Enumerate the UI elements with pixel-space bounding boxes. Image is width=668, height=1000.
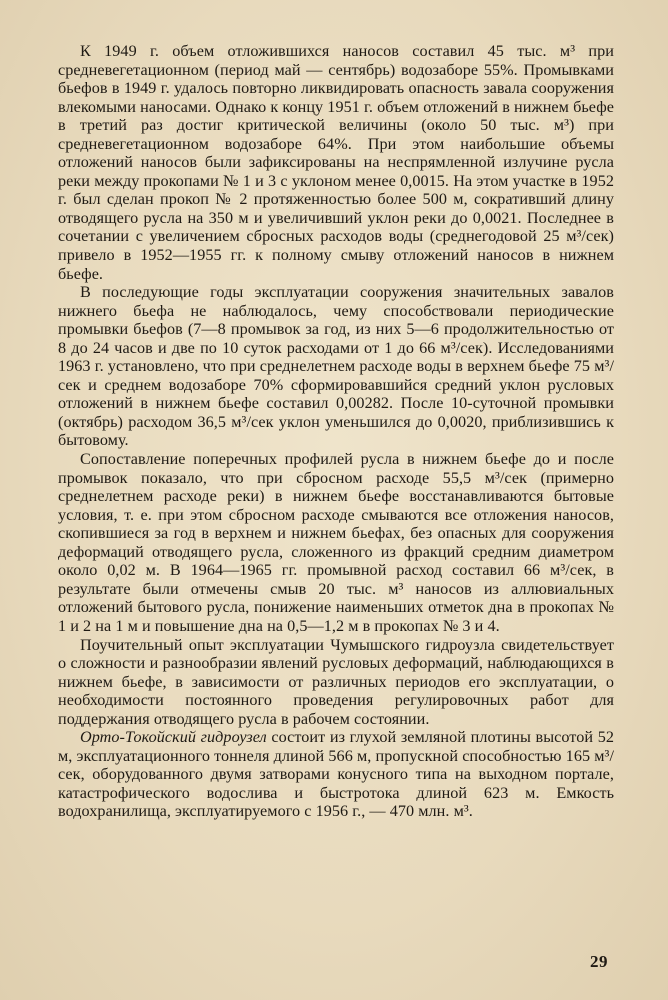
page-number: 29 <box>590 952 608 971</box>
body-text <box>58 42 614 821</box>
paragraph-2: В последующие годы эксплуатации сооружения значительных завалов нижнего бьефа не наблюдалось, чему способствовали периодические промывки бьефов (7—8 промывок за год, из них 5—6 продолжительностью от 8 до 24 часов и две по 10 суток расходами от 1 до 66 м³/сек). Исследованиями 1963 г. установлено, что при среднелетнем расходе воды в верхнем бьефе 75 м³/сек и среднем водозаборе 70% сформировавшийся средний уклон русловых отложений в нижнем бьефе составил 0,00282. После 10-суточной промывки (октябрь) расходом 36,5 м³/сек уклон уменьшился до 0,0020, приблизившись к бытовому. <box>58 283 614 450</box>
paragraph-4: Поучительный опыт эксплуатации Чумышского гидроузла свидетельствует о сложности и разнообразии явлений русловых деформаций, наблюдающихся в нижнем бьефе, в зависимости от различных периодов его эксплуатации, о необходимости постоянного проведения регулировочных работ для поддержания отводящего русла в рабочем состоянии. <box>58 635 614 728</box>
paragraph-5 <box>58 728 614 821</box>
section-lead-term: Орто-Токойский гидроузел <box>80 728 267 747</box>
paragraph-1: К 1949 г. объем отложившихся наносов составил 45 тыс. м³ при средневегетационном (период май — сентябрь) водозаборе 55%. Промывками бьефов в 1949 г. удалось повторно ликвидировать опасность завала сооружения влекомыми наносами. Однако к концу 1951 г. объем отложений в нижнем бьефе в третий раз достиг критической величины (около 50 тыс. м³) при средневегетационном водозаборе 64%. При этом наибольшие объемы отложений наносов были зафиксированы на неспрямленной излучине русла реки между прокопами № 1 и 3 с уклоном менее 0,0015. На этом участке в 1952 г. был сделан прокоп № 2 протяженностью более 500 м, сокративший длину отводящего русла на 350 м и увеличивший уклон реки до 0,0021. Последнее в сочетании с увеличением сбросных расходов воды (среднегодовой 25 м³/сек) привело в 1952—1955 гг. к полному смыву отложений наносов в нижнем бьефе. <box>58 42 614 283</box>
paragraph-5-text: состоит из глухой земляной плотины высотой 52 м, эксплуатационного тоннеля длиной 566 м, пропускной способностью 165 м³/сек, оборудованного двумя затворами конусного типа на выходном портале, катастрофического водослива и быстротока длиной 623 м. Емкость водохранилища, эксплуатируемого с 1956 г., — 470 млн. м³. <box>58 728 614 821</box>
paragraph-3: Сопоставление поперечных профилей русла в нижнем бьефе до и после промывок показало, что при сбросном расходе 55,5 м³/сек (примерно среднелетнем расходе реки) в нижнем бьефе восстанавливаются бытовые условия, т. е. при этом сбросном расходе смываются все отложения наносов, скопившиеся за год в верхнем и нижнем бьефах, без опасных для сооружения деформаций отводящего русла, сложенного из фракций средним диаметром около 0,02 м. В 1964—1965 гг. промывной расход составил 66 м³/сек, в результате были отмечены смыв 20 тыс. м³ наносов из аллювиальных отложений бытового русла, понижение наименьших отметок дна в прокопах № 1 и 2 на 1 м и повышение дна на 0,5—1,2 м в прокопах № 3 и 4. <box>58 450 614 635</box>
